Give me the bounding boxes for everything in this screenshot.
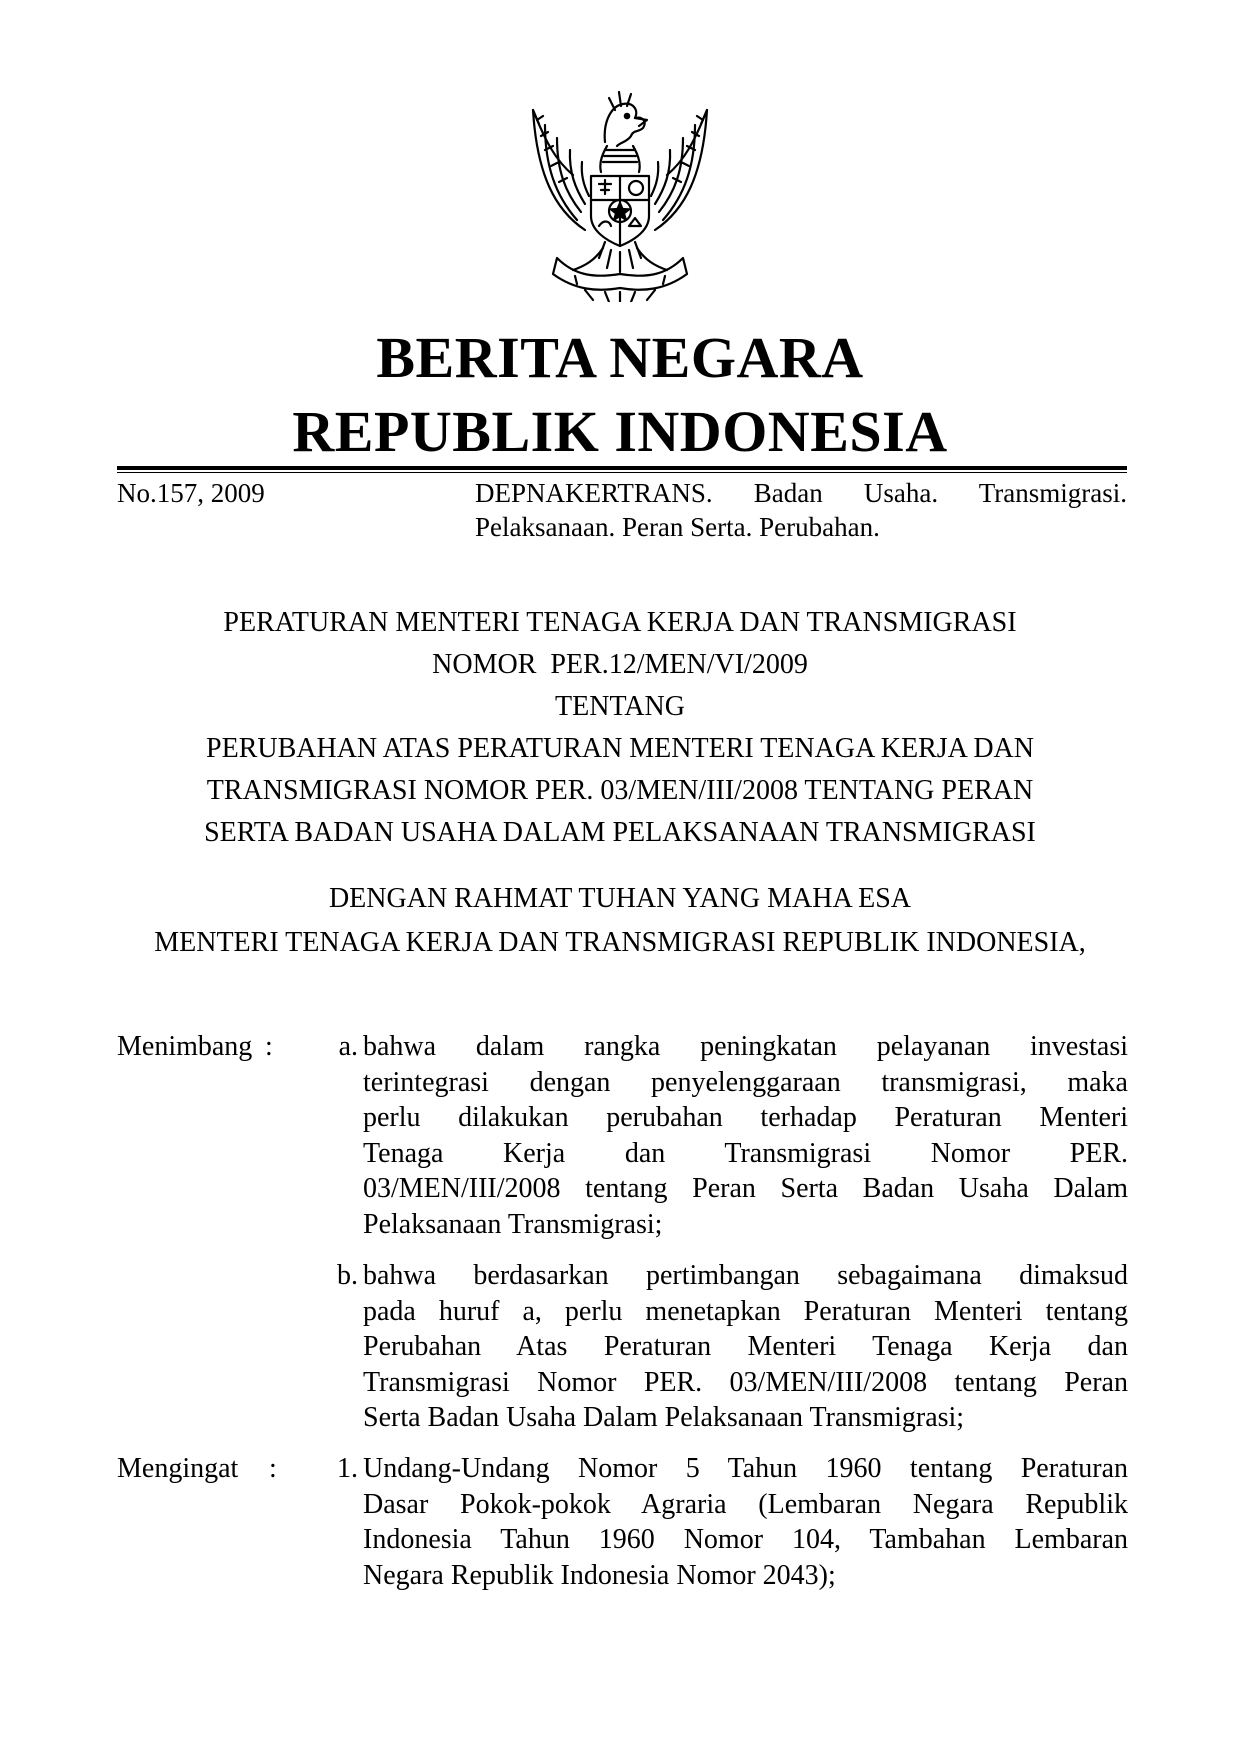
item-text-line: bahwa dalam rangka peningkatan pelayanan investasi — [363, 1031, 1128, 1062]
regulation-heading — [90, 602, 1150, 854]
preamble-line: DENGAN RAHMAT TUHAN YANG MAHA ESA — [328, 883, 912, 914]
regulation-heading-line: PERATURAN MENTERI TENAGA KERJA DAN TRANSMIGRASI — [223, 607, 1017, 638]
item-text-line: terintegrasi dengan penyelenggaraan transmigrasi, maka — [363, 1066, 1128, 1098]
menimbang-colon: : — [265, 1031, 273, 1062]
item-text-line: perlu dilakukan perubahan terhadap Peraturan Menteri — [363, 1102, 1128, 1133]
mengingat-colon: : — [269, 1453, 277, 1484]
item-text — [363, 1029, 1128, 1242]
regulation-heading-line: NOMOR PER.12/MEN/VI/2009 — [432, 649, 808, 680]
gazette-subject — [475, 476, 1127, 544]
item-text-line: Serta Badan Usaha Dalam Pelaksanaan Transmigrasi; — [363, 1402, 965, 1433]
menimbang-label: Menimbang — [117, 1031, 253, 1062]
item-text-line: pada huruf a, perlu menetapkan Peraturan Menteri tentang — [363, 1295, 1128, 1327]
preamble-line: MENTERI TENAGA KERJA DAN TRANSMIGRASI REPUBLIK INDONESIA, — [154, 927, 1086, 958]
item-text — [363, 1451, 1128, 1593]
item-marker: a. — [338, 1031, 358, 1062]
item-text-line: Indonesia Tahun 1960 Nomor 104, Tambahan Lembaran — [363, 1524, 1128, 1555]
subject-line: Pelaksanaan. Peran Serta. Perubahan. — [475, 512, 880, 542]
item-text-line: Pelaksanaan Transmigrasi; — [363, 1208, 663, 1240]
item-text — [363, 1258, 1128, 1436]
gazette-subtitle: REPUBLIK INDONESIA — [292, 399, 948, 464]
regulation-heading-line: PERUBAHAN ATAS PERATURAN MENTERI TENAGA KERJA DAN — [206, 733, 1034, 764]
regulation-heading-line: TRANSMIGRASI NOMOR PER. 03/MEN/III/2008 TENTANG PERAN — [206, 775, 1034, 806]
preamble-heading — [90, 877, 1150, 965]
item-text-line: Undang-Undang Nomor 5 Tahun 1960 tentang Peraturan — [363, 1453, 1128, 1484]
item-text-line: Dasar Pokok-pokok Agraria (Lembaran Negara Republik — [363, 1488, 1128, 1520]
subject-line: DEPNAKERTRANS. Badan Usaha. Transmigrasi. — [475, 478, 1127, 508]
item-text-line: bahwa berdasarkan pertimbangan sebagaimana dimaksud — [363, 1260, 1128, 1291]
garuda-emblem-icon — [515, 80, 725, 302]
item-marker: b. — [337, 1260, 358, 1291]
title-divider — [117, 466, 1127, 470]
regulation-heading-line: TENTANG — [555, 691, 685, 722]
item-text-line: Tenaga Kerja dan Transmigrasi Nomor PER. — [363, 1137, 1128, 1169]
item-text-line: 03/MEN/III/2008 tentang Peran Serta Badan Usaha Dalam — [363, 1173, 1128, 1204]
gazette-number: No.157, 2009 — [117, 478, 265, 508]
item-marker: 1. — [337, 1453, 358, 1484]
item-text-line: Negara Republik Indonesia Nomor 2043); — [363, 1559, 836, 1591]
item-text-line: Transmigrasi Nomor PER. 03/MEN/III/2008 tentang Peran — [363, 1366, 1128, 1398]
item-text-line: Perubahan Atas Peraturan Menteri Tenaga Kerja dan — [363, 1331, 1128, 1362]
mengingat-label: Mengingat — [117, 1453, 239, 1484]
regulation-heading-line: SERTA BADAN USAHA DALAM PELAKSANAAN TRANSMIGRASI — [204, 817, 1036, 848]
title-divider-thin — [117, 472, 1127, 473]
gazette-title: BERITA NEGARA — [376, 325, 864, 390]
